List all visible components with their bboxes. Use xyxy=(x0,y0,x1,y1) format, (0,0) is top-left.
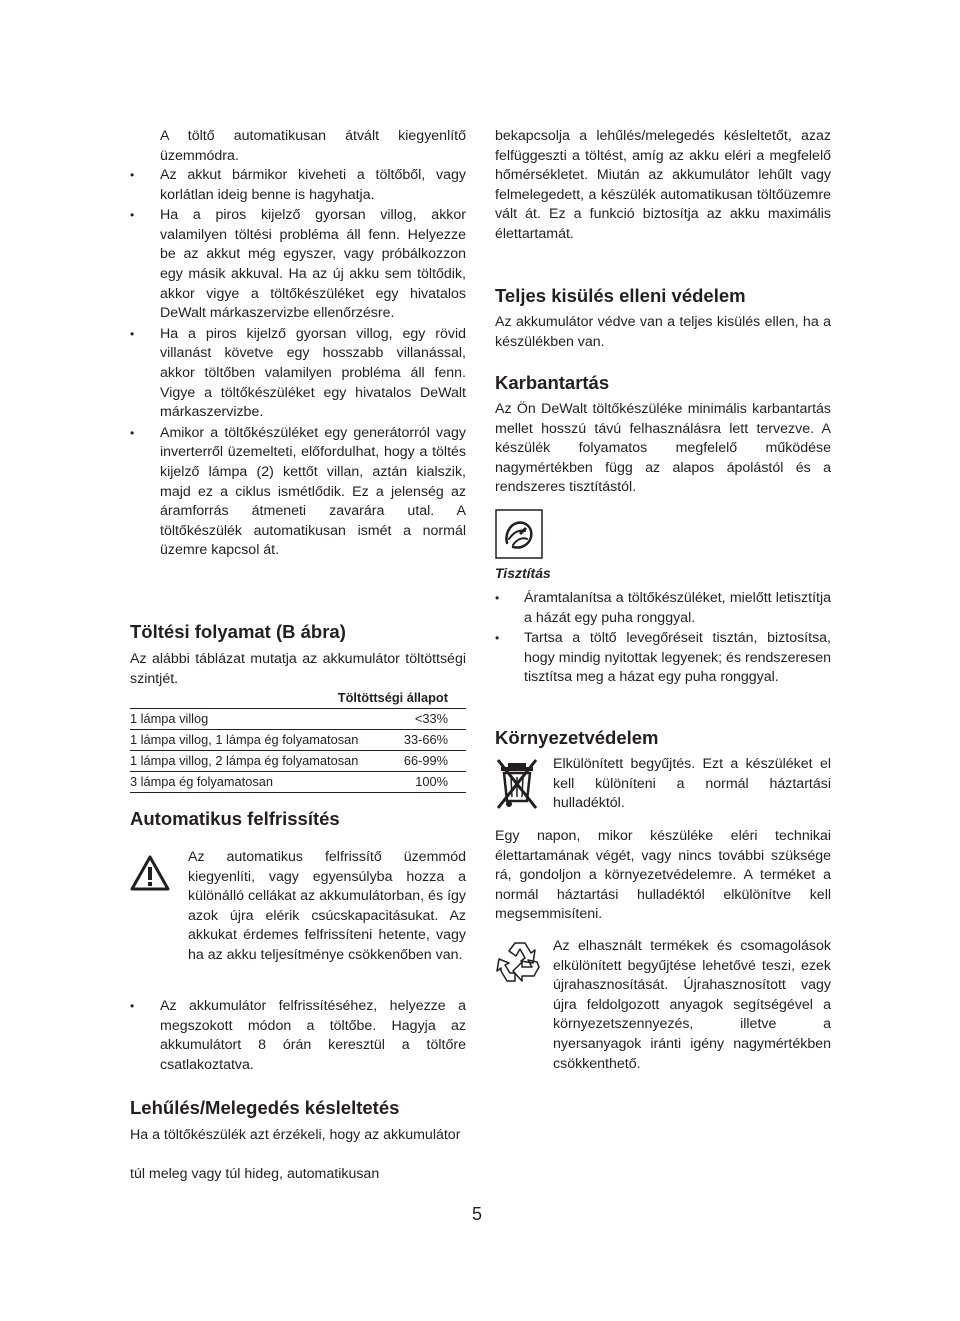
table-header-row xyxy=(130,687,466,709)
deep-discharge-heading: Teljes kisülés elleni védelem xyxy=(495,285,746,306)
table-row xyxy=(130,730,466,751)
cooling-delay-text-1: Ha a töltőkészülék azt érzékeli, hogy az akkumulátor xyxy=(130,1127,461,1143)
list-item: • Áramtalanítsa a töltőkészüléket, mielőtt letisztítja a házát egy puha ronggyal. xyxy=(495,589,831,628)
auto-refresh-heading: Automatikus felfrissítés xyxy=(130,808,340,829)
list-item: • Az akkut bármikor kiveheti a töltőből, vagy korlátlan ideig benne is hagyhatja. xyxy=(130,166,466,205)
table-cell-label: 3 lámpa ég folyamatosan xyxy=(130,772,394,793)
refresh-warning-text: Az automatikus felfrissítő üzemmód kiegyenlíti, vagy egyensúlyba hozza a különálló cellákat az akkumulátorban, és így azok újra elérik csúcskapacitásukat. Az akkukat érdemes felfrissíteni hetente, vagy ha az akku teljesítménye csökkenőben van. xyxy=(188,849,466,963)
deep-discharge-text: Az akkumulátor védve van a teljes kisülés ellen, ha a készülékben van. xyxy=(495,314,831,350)
table-cell-value: 100% xyxy=(394,772,466,793)
cleaning-bullets xyxy=(495,589,831,689)
table-cell-value: 66-99% xyxy=(394,751,466,772)
separate-collection-text: Elkülönített begyűjtés. Ezt a készüléket el kell különíteni a normál háztartási hulladéktól. xyxy=(553,756,831,812)
charger-info-bullets xyxy=(130,166,466,562)
environment-text: Egy napon, mikor készüléke eléri technikai élettartamának végét, vagy nincs további szüksége rá, gondoljon a környezetvédelemre. A terméket a normál háztartási hulladéktól elkülönítve kell megsemmisíteni. xyxy=(495,828,831,923)
table-cell-label: 1 lámpa villog, 1 lámpa ég folyamatosan xyxy=(130,730,394,751)
recycle-icon xyxy=(495,937,545,992)
list-item: • Ha a piros kijelző gyorsan villog, akkor valamilyen töltési probléma áll fenn. Helyezze be az akkut még egyszer, vagy próbálkozzon egy másik akkuval. Ha az új akku sem töltődik, akkor vigye a töltőkészüléket egy hivatalos DeWalt márkaszervizbe ellenőrzésre. xyxy=(130,206,466,324)
table-header: Töltöttségi állapot xyxy=(130,687,466,709)
crossed-bin-icon xyxy=(495,757,539,816)
recycling-text: Az elhasznált termékek és csomagolások elkülönített begyűjtése lehetővé teszi, ezek újrahasznosítását. Újrahasznosított vagy újra feldolgozott anyagok segítségével a környezetszennyezés, illetve a nyersanyagok iránti igény nagymértékben csökkenthető. xyxy=(553,938,831,1072)
table-cell-label: 1 lámpa villog xyxy=(130,709,394,730)
table-cell-label: 1 lámpa villog, 2 lámpa ég folyamatosan xyxy=(130,751,394,772)
cleaning-cloth-icon xyxy=(495,509,543,564)
maintenance-text: Az Ön DeWalt töltőkészüléke minimális karbantartás mellet hosszú távú felhasználásra lett tervezve. A készülék folyamatos megfelelő működése nagymértékben függ az alapos ápolástól és a rendszeres tisztítástól. xyxy=(495,401,831,496)
cleaning-caption: Tisztítás xyxy=(495,565,551,581)
page-number: 5 xyxy=(472,1204,483,1224)
charge-level-table xyxy=(130,687,466,793)
cooling-delay-continuation: bekapcsolja a lehűlés/melegedés késleltetőt, azaz felfüggeszti a töltést, amíg az akku eléri a megfelelő hőmérsékletet. Miután az akkumulátor lehűlt vagy felmelegedett, a készülék automatikusan töltőüzemre vált át. Ez a funkció biztosítja az akku maximális élettartamát. xyxy=(495,128,831,242)
warning-icon xyxy=(130,855,170,896)
table-row xyxy=(130,709,466,730)
cooling-delay-heading: Lehűlés/Melegedés késleltetés xyxy=(130,1097,400,1118)
list-item: • Ha a piros kijelző gyorsan villog, egy rövid villanást követve egy hosszabb villanással, akkor töltőben valamilyen probléma áll fenn. Vigye a töltőkészüléket egy hivatalos DeWalt márkaszervizbe. xyxy=(130,325,466,423)
table-cell-value: 33-66% xyxy=(394,730,466,751)
list-item: • Amikor a töltőkészüléket egy generátorról vagy inverterről üzemelteti, előfordulhat, hogy a töltés kijelző lámpa (2) kettőt villan, aztán kialszik, majd ez a ciklus ismétlődik. Ez a jelenség az áramforrás átmeneti zavarára utal. A töltőkészülék automatikusan ismét a normál üzemre kapcsol át. xyxy=(130,424,466,561)
table-row xyxy=(130,772,466,793)
table-row xyxy=(130,751,466,772)
refresh-bullets xyxy=(130,997,466,1076)
charging-intro-text: Az alábbi táblázat mutatja az akkumulátor töltöttségi szintjét. xyxy=(130,651,466,687)
maintenance-heading: Karbantartás xyxy=(495,372,610,393)
charging-process-heading: Töltési folyamat (B ábra) xyxy=(130,621,346,642)
environment-heading: Környezetvédelem xyxy=(495,727,659,748)
table-cell-value: <33% xyxy=(394,709,466,730)
cooling-delay-text-2: túl meleg vagy túl hideg, automatikusan xyxy=(130,1166,380,1182)
list-item: • Az akkumulátor felfrissítéséhez, helyezze a megszokott módon a töltőbe. Hagyja az akkumulátort 8 órán keresztül a töltőre csatlakoztatva. xyxy=(130,997,466,1075)
charger-mode-text: A töltő automatikusan átvált kiegyenlítő üzemmódra. xyxy=(160,128,466,164)
list-item: • Tartsa a töltő levegőréseit tisztán, biztosítsa, hogy mindig nyitottak legyenek; és rendszeresen tisztítsa meg a házat egy puha ronggyal. xyxy=(495,629,831,688)
